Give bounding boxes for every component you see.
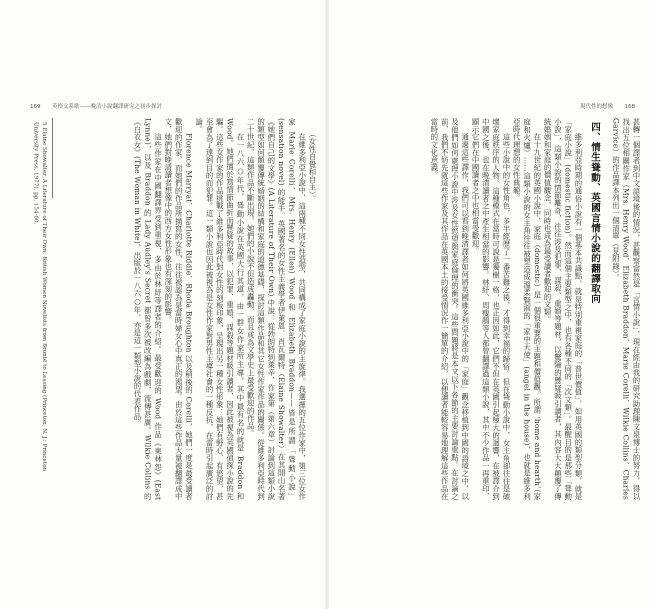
left-page [0,0,327,609]
left-paragraph: 這些作家在中國翻譯界受到重視，多由於林紓等譯者的介紹。最受歡迎的 Wood 作品《東林怨》(East Lynne)，以及 Braddon 的 Lady Audley's Secret 都曾多次被改編為戲劇，流傳甚廣。Wilkie Collins 的《白衣女》(The Woman in White)，出版於一八六○年，亦是這一類型小說的代表作品。 [132,118,163,500]
left-paragraph: 在維多利亞小說中，這兩種不同女性造型，共同構成了家庭小說的主旋律。我選擇的五位作家中，第三位女作家 Marie Corelli、Mrs. Henry (Ellen) Wood 和 Elizabeth Braddon——皆是所謂「聳動小說」(sensation novel) 的能手。英國著名的女性主義學者伊萊恩．肖瓦爾特（Elaine Showalter）在其開山名著《她們自己的文學》(A Literature of Their Own) 中說：從勃朗特到萊辛，作家第（第六章）討論到這類小說的類型如何顛覆傳統婚姻的結構和家庭的道德基礎，探討這類作品和其它女性作家作品的關係。從維多利亞時代到二十世紀，這類作品不斷出現，她們的小說不但造成轟動，而且成為文學史上最受歡迎的作品。 [246,118,307,500]
right-page [328,0,655,609]
left-page-number: 169 [30,104,41,110]
left-paragraph: （女性自覺和自主）。 [308,130,317,203]
left-body-text [52,118,317,500]
right-body-text [355,118,583,500]
right-intro-paragraph: 甚轉一個譯者到中文語境後的情況，甚觀察當然是「言情小說」，現在經由我的研究助理陳文泉博士的努力，得以找出五位相關作家（Mrs. Henry Wood、Elizabeth Braddon、Marie Corelli、Wilkie Collins、Charles Garvice）的作品譯本列出一個清單（見附錄）。 [611,118,641,500]
right-paragraph: 在十九世紀的英國小說中，家庭（domestic）是一個很重要的主題和價值觀。所謂 ‘home and hearth’（家庭和火爐）……這類小說的女主角往往被塑造成溫柔賢淑的「家中天使」(angel in the house)，也就是維多利亞時代理想的女性典範。 [512,118,542,500]
left-page-header [30,102,162,110]
right-paragraph: 通過這些譯作，我們可以看到晚清譯者如何將英國維多利亞小說中的「家庭」觀念移植到中國的語境之中，以及他們如何處理小說中涉及女性慾望與家庭倫理的衝突。這些問題將是本文以下各節的主要討論重點。在討論之前，我們不妨先就這些作家及其作品在英國本土的接受情況作一簡單的介紹，以便讀者能較容易地理解這些作品在當時的文化意義。 [429,118,470,500]
left-paragraph: Florence Marryat、Charlotte Riddle、Rhoda Broughton 以及稍後的 Corelli，她們一度是最受讀者歡迎的作家，而她們的作品所描寫的女性，往往被認為是當時婦女心中真正的渴望。由於這些作品大量被翻譯成中文，她們對晚清讀者想像中的西方女性形象也有深刻的影響。 [163,118,194,500]
right-paragraph: 這些小說中的女性角色，多半經歷了一番苦難之後，才得到幸福的歸宿。但在聳動小說中，女主角卻往往是破壞家庭秩序的人物。這種模式在當時可說是獨樹一格，也正因如此，它們不但在英國引起極大的迴響，在被譯介到中國之後，也在晚清讀者之中產生相當的影響。林紓、周瘦鵑等人都曾翻譯過這類小說，其中不少作品一再重印，顯示它們在中國讀者之中也相當受歡迎。 [471,118,511,500]
left-running-head: 英格文系歌——晚清小說翻譯研究之初步探討 [52,104,163,110]
left-footnote [18,122,48,500]
right-intro-text [609,118,641,500]
section-heading: 四、情生聳動、英國言情小說的翻譯取向 [589,122,600,304]
footnote-rule [52,118,53,198]
right-page-header [580,102,635,110]
right-page-number: 168 [624,104,635,110]
left-paragraph: 在一八六○年代，聳動小說在英國大行其道，由一群女作家所主導，其中最有名的就是 Braddon 和 Wood。她們擅於寫情節曲折而懸疑的故事，以犯罪、重婚、謀殺等題材吸引讀者，因此被視為英國偵探小說的先驅。這些女作家的作品挑戰了維多利亞時代對女性的刻板印象，呈現出另一種女性形象：她們有野心、有慾望，甚至會為了達到目的而犯罪。這一類小說也因此被視為是女性作家對男性主導社會的一種反抗，在當時引起廣泛的討論。 [194,118,245,500]
right-running-head: 現代性的想像 [579,104,613,110]
footnote-text: Elaine Showalter, A Literature of Their Own: British Women Novelists from Brontë to Lessing (Princeton, N. J.: Princeton University Press, 1977), pp. 154-60. [32,122,47,472]
right-paragraph: 維多利亞時期的通俗小說有一個基本共識點，就是特別重視家庭的「普世價值」，如用英國的類型分類，就是「家庭小說」(domestic fiction)。然而這個主要類型之中，也有各種不同的「次文類」。最醒目的是那些「聳動小說」，這類小說的情節離奇，往往涉及犯罪、謀殺、重婚等題材，以驚險的懸疑吸引讀者，其內容大大顛覆了傳統婚姻和家庭的價值觀念，同時也成為最受讀者歡迎的文類。 [543,118,583,500]
footnote-marker: 5 [41,122,47,126]
